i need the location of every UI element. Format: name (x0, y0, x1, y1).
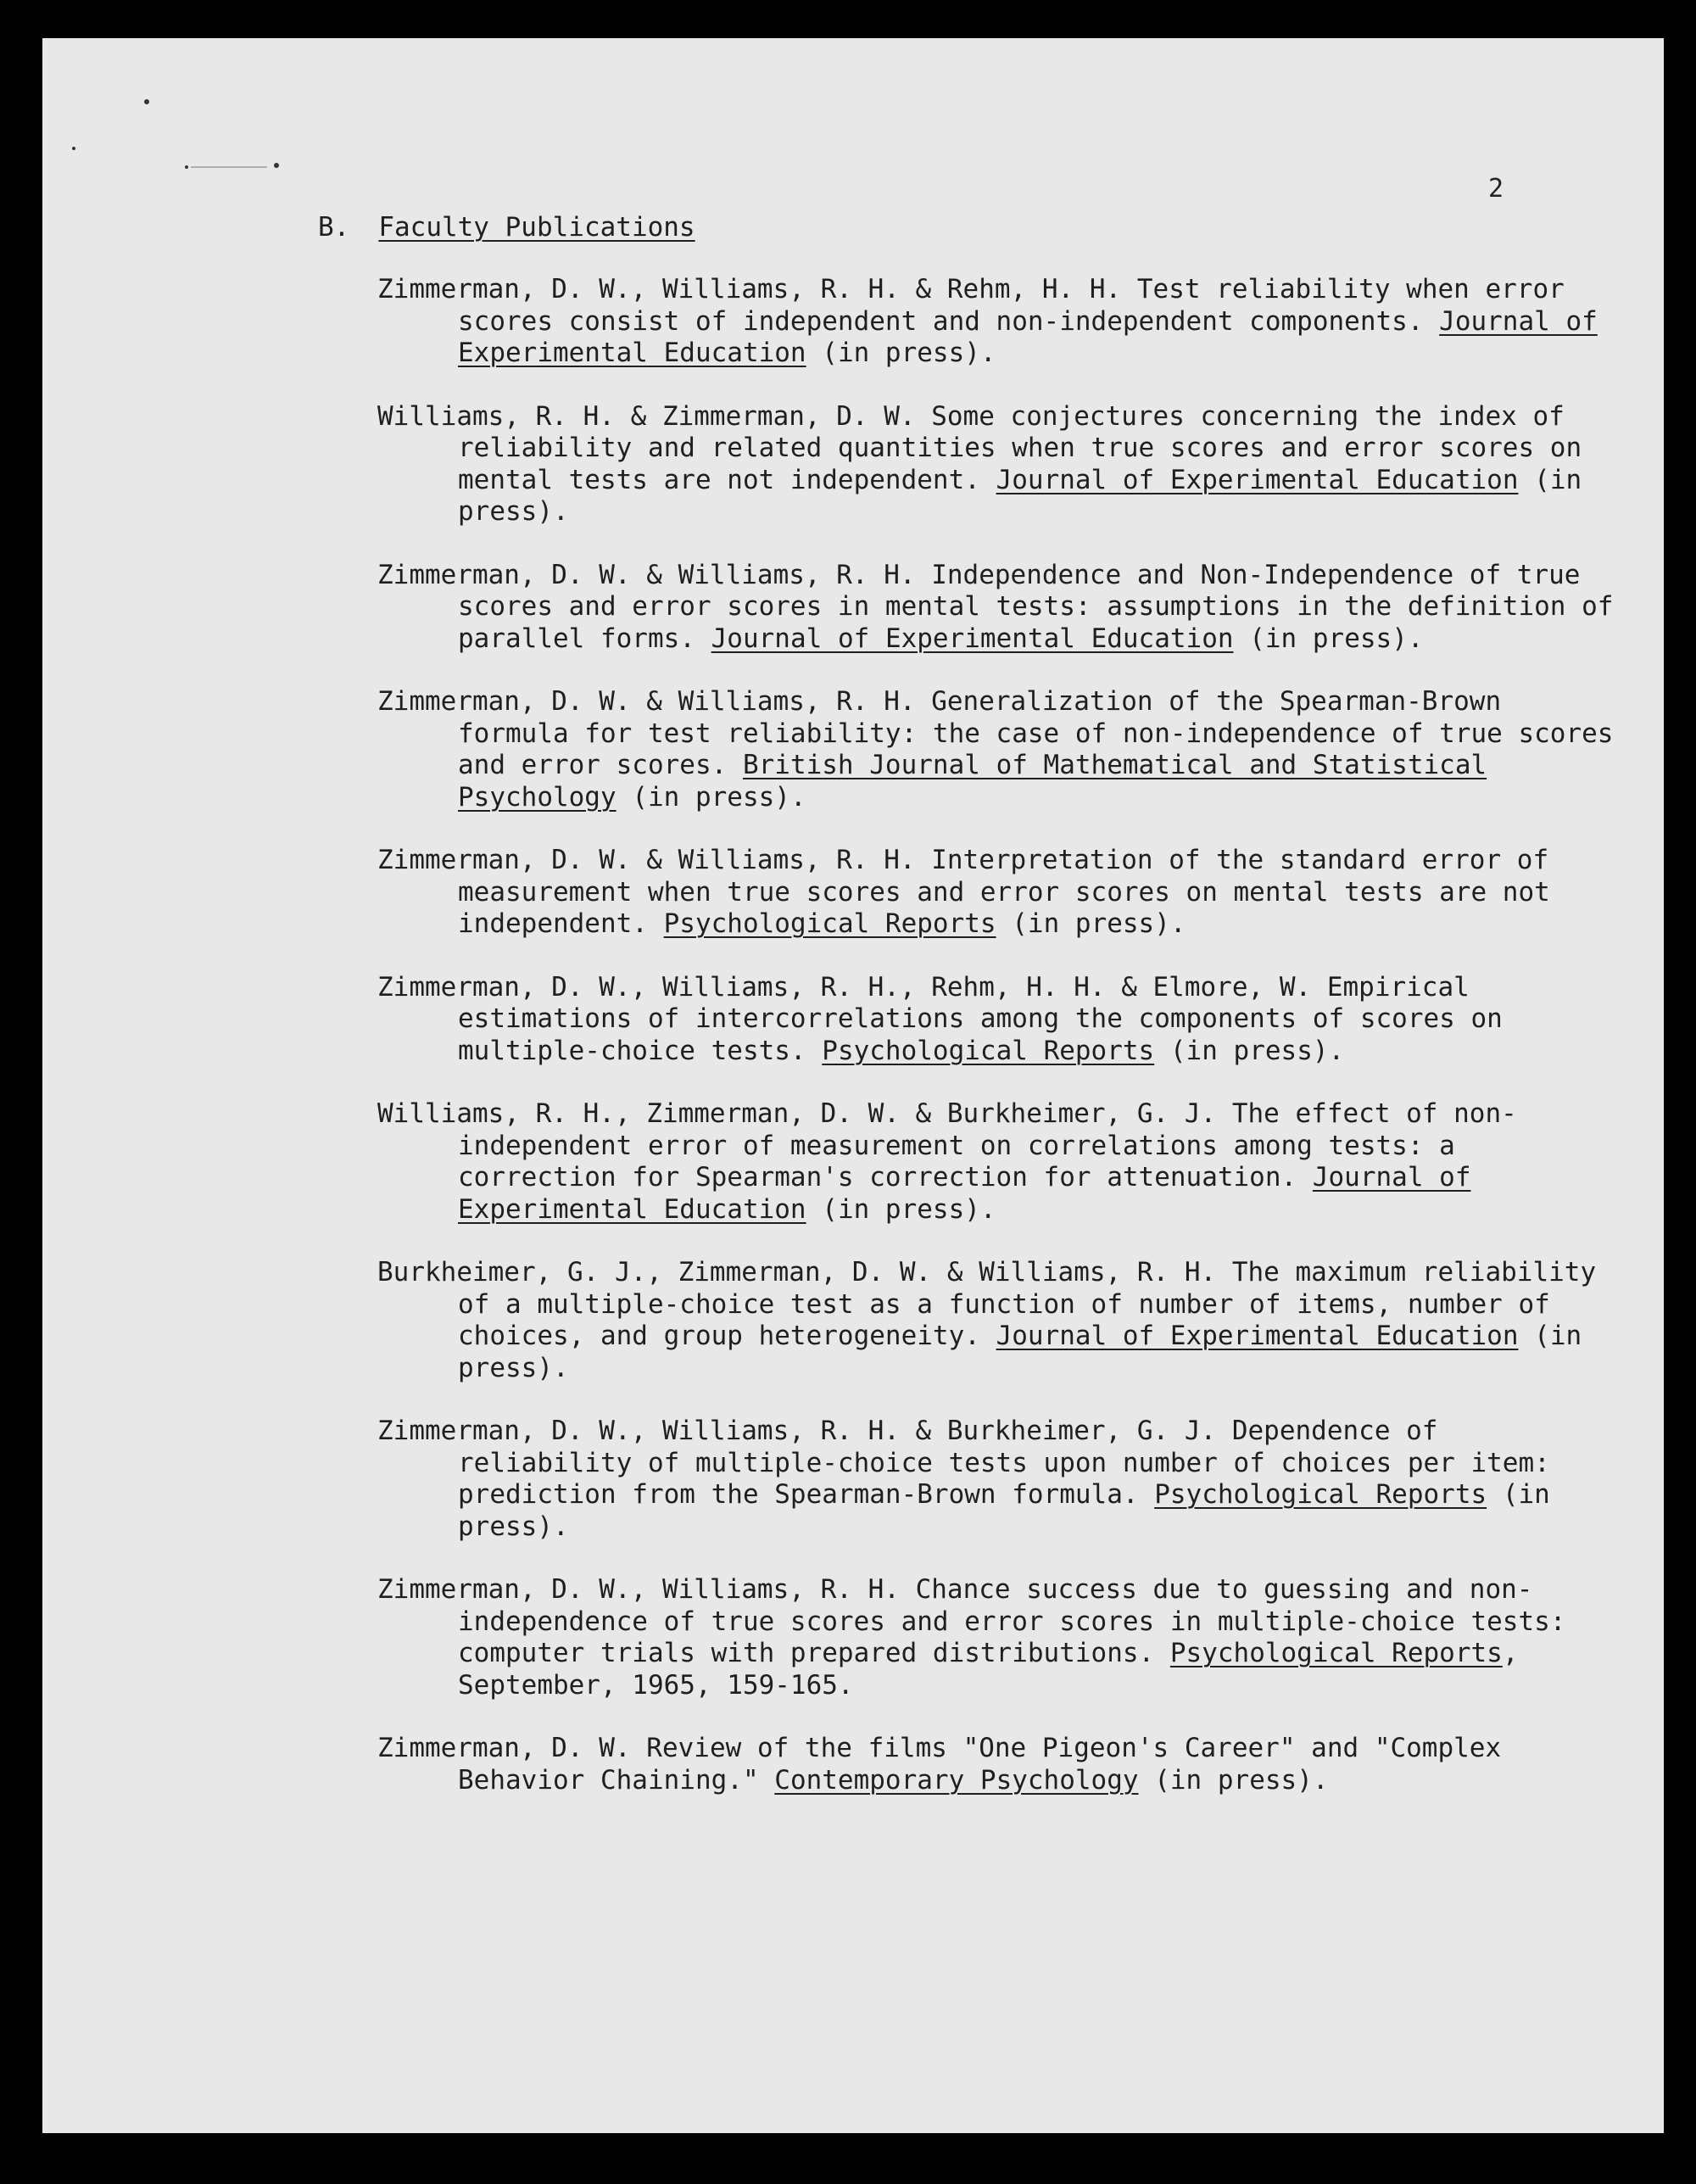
publication-authors: Williams, R. H. & Zimmerman, D. W. (377, 400, 916, 432)
publication-journal: Journal of Experimental Education (458, 305, 1598, 368)
publication-status: , September, 1965, 159-165. (458, 1638, 1519, 1701)
publication-entry (377, 1416, 1615, 1543)
publication-title: The maximum reliability of a multiple-choice test as a function of number of items, number of choices, and group heterogeneity. (458, 1257, 1597, 1351)
document-page (42, 38, 1664, 2133)
publication-authors: Zimmerman, D. W. & Williams, R. H. (377, 845, 916, 875)
publication-status: (in press). (1169, 1035, 1345, 1066)
publication-entry (377, 686, 1615, 813)
scan-specks (42, 38, 382, 208)
publication-entry (377, 1574, 1615, 1701)
publication-journal: Journal of Experimental Education (996, 464, 1519, 495)
publication-journal: Psychological Reports (663, 908, 996, 939)
publication-entry (377, 401, 1615, 528)
publication-journal: Psychological Reports (1154, 1479, 1487, 1510)
publication-title: Empirical estimations of intercorrelations among the components of scores on multiple-choice tests. (458, 971, 1503, 1066)
publication-status: (in press). (458, 464, 1582, 527)
publication-status: (in press). (458, 1479, 1550, 1542)
publication-status: (in press). (1012, 908, 1186, 939)
publication-journal: Journal of Experimental Education (711, 623, 1234, 654)
publication-journal: Contemporary Psychology (774, 1764, 1139, 1796)
publication-journal: Psychological Reports (1169, 1638, 1503, 1668)
publication-title: Dependence of reliability of multiple-choice tests upon number of choices per item: prediction from the Spearman-Brown formula. (458, 1416, 1550, 1510)
publication-authors: Zimmerman, D. W. & Williams, R. H. (377, 559, 916, 590)
publication-title: Test reliability when error scores consist of independent and non-independent components. (458, 274, 1565, 337)
publication-status: (in press). (822, 338, 996, 368)
publication-authors: Zimmerman, D. W. & Williams, R. H. (377, 686, 916, 717)
publication-title: Interpretation of the standard error of measurement when true scores and error scores on mental tests are not independent. (458, 845, 1550, 939)
publication-title: Chance success due to guessing and non-independence of true scores and error scores in multiple-choice tests: computer trials with prepared distributions. (458, 1574, 1566, 1668)
publication-title: Review of the films "One Pigeon's Career" and "Complex Behavior Chaining." (458, 1733, 1502, 1796)
publication-list (377, 274, 1615, 1796)
publication-status: (in press). (632, 781, 806, 813)
publication-title: Some conjectures concerning the index of reliability and related quantities when true scores and error scores on mental tests are not independent. (458, 400, 1582, 495)
section-heading (318, 212, 695, 243)
publication-authors: Zimmerman, D. W., Williams, R. H. & Rehm, H. H. (377, 274, 1122, 304)
section-title: Faculty Publications (378, 212, 695, 243)
publication-entry (377, 1098, 1615, 1226)
publication-authors: Williams, R. H., Zimmerman, D. W. & Burkheimer, G. J. (377, 1098, 1217, 1129)
publication-entry (377, 1733, 1615, 1796)
publication-entry (377, 274, 1615, 370)
publication-status: (in press). (458, 1321, 1582, 1383)
publication-status: (in press). (1154, 1764, 1329, 1796)
publication-authors: Zimmerman, D. W., Williams, R. H., Rehm, H. H. & Elmore, W. (377, 971, 1312, 1003)
publication-journal: Psychological Reports (822, 1035, 1155, 1066)
publication-entry (377, 1257, 1615, 1384)
page-number: 2 (1488, 174, 1504, 204)
publication-entry (377, 845, 1615, 941)
publication-status: (in press). (1249, 623, 1424, 654)
publication-authors: Zimmerman, D. W., Williams, R. H. (377, 1574, 900, 1605)
publication-entry (377, 972, 1615, 1068)
publication-status: (in press). (822, 1193, 996, 1225)
publication-authors: Zimmerman, D. W. (377, 1733, 631, 1763)
publication-title: The effect of non-independent error of measurement on correlations among tests: a correction for Spearman's correction for attenuation. (458, 1098, 1517, 1193)
publication-entry (377, 560, 1615, 656)
publication-title: Generalization of the Spearman-Brown formula for test reliability: the case of non-independence of true scores and error scores. (458, 686, 1614, 780)
publication-journal: Journal of Experimental Education (996, 1321, 1519, 1351)
publication-title: Independence and Non-Independence of true scores and error scores in mental tests: assumptions in the definition of parallel forms. (458, 559, 1614, 654)
publication-journal: Journal of Experimental Education (458, 1162, 1471, 1225)
publication-journal: British Journal of Mathematical and Statistical Psychology (458, 750, 1487, 813)
publication-authors: Zimmerman, D. W., Williams, R. H. & Burkheimer, G. J. (377, 1416, 1217, 1446)
section-marker: B. (318, 212, 350, 243)
publication-authors: Burkheimer, G. J., Zimmerman, D. W. & Williams, R. H. (377, 1257, 1217, 1287)
